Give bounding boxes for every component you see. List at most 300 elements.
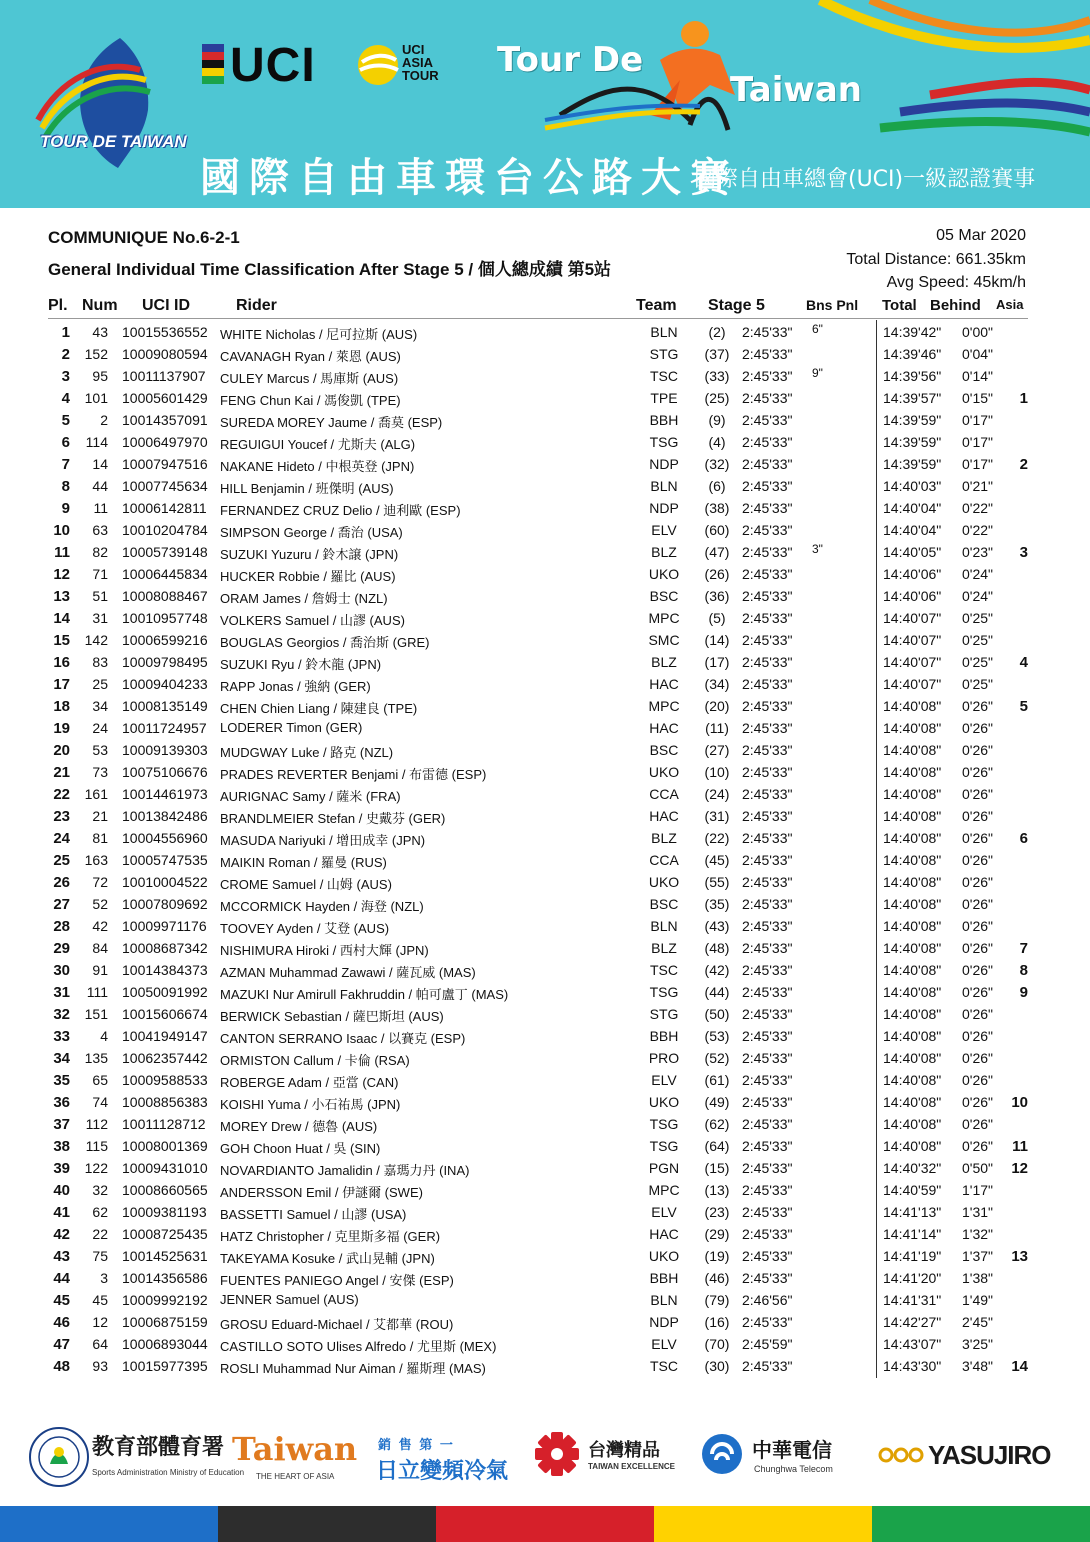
uci-id: 10004556960 xyxy=(122,830,208,846)
team-code: BLZ xyxy=(651,830,677,846)
col-pl: Pl. xyxy=(48,297,68,314)
time-behind: 0'24" xyxy=(962,588,994,604)
rider-name: FUENTES PANIEGO Angel / 安傑 (ESP) xyxy=(220,1273,454,1288)
team-code: TSG xyxy=(649,434,679,450)
stage-rank: (14) xyxy=(704,632,730,648)
table-row xyxy=(0,1201,1090,1223)
col-bonus-penalty: Bns Pnl xyxy=(806,297,859,313)
stage-time: 2:45'33" xyxy=(742,1094,793,1110)
uci-id: 10009404233 xyxy=(122,676,208,692)
rider-name: HATZ Christopher / 克里斯多福 (GER) xyxy=(220,1229,441,1244)
total-time: 14:43'30" xyxy=(883,1358,942,1374)
rider-name: SIMPSON George / 喬治 (USA) xyxy=(220,525,403,540)
table-row xyxy=(0,541,1090,563)
total-time: 14:41'31" xyxy=(883,1292,942,1308)
place: 3 xyxy=(61,368,70,385)
stage-time: 2:45'33" xyxy=(742,346,793,362)
uci-id: 10009080594 xyxy=(122,346,208,362)
stage-time: 2:45'33" xyxy=(742,1270,793,1286)
total-time: 14:40'08" xyxy=(883,786,942,802)
asia-rank: 5 xyxy=(1019,698,1028,715)
total-time: 14:40'08" xyxy=(883,1006,942,1022)
stage-rank: (31) xyxy=(704,808,730,824)
rider-name: CULEY Marcus / 馬庫斯 (AUS) xyxy=(220,371,399,386)
rider-name: NOVARDIANTO Jamalidin / 嘉瑪力丹 (INA) xyxy=(220,1163,470,1178)
time-behind: 0'26" xyxy=(962,830,994,846)
rider-name: PRADES REVERTER Benjami / 布雷德 (ESP) xyxy=(220,767,487,782)
bib-number: 101 xyxy=(84,390,108,406)
uci-id: 10014357091 xyxy=(122,412,208,428)
table-row xyxy=(0,1311,1090,1333)
stage-time: 2:45'33" xyxy=(742,478,793,494)
stage-rank: (29) xyxy=(704,1226,730,1242)
table-row xyxy=(0,1135,1090,1157)
total-time: 14:40'08" xyxy=(883,874,942,890)
team-code: BSC xyxy=(649,588,679,604)
team-code: NDP xyxy=(649,1314,679,1330)
table-row xyxy=(0,1333,1090,1355)
stage-time: 2:45'33" xyxy=(742,1116,793,1132)
stage-time: 2:45'33" xyxy=(742,786,793,802)
stage-time: 2:45'33" xyxy=(742,632,793,648)
rider-name: TOOVEY Ayden / 艾登 (AUS) xyxy=(220,921,390,936)
team-code: MPC xyxy=(648,610,680,626)
stage-time: 2:45'33" xyxy=(742,610,793,626)
place: 15 xyxy=(53,632,70,649)
place: 46 xyxy=(53,1314,70,1331)
stage-time: 2:45'33" xyxy=(742,1248,793,1264)
rider-name: ROSLI Muhammad Nur Aiman / 羅斯理 (MAS) xyxy=(220,1361,486,1376)
place: 29 xyxy=(53,940,70,957)
rider-name: TAKEYAMA Kosuke / 武山晃輔 (JPN) xyxy=(220,1251,435,1266)
stage-time: 2:45'33" xyxy=(742,984,793,1000)
stage-time: 2:45'33" xyxy=(742,1006,793,1022)
bib-number: 31 xyxy=(92,610,108,626)
rider-name: ORAM James / 詹姆士 (NZL) xyxy=(220,591,388,606)
stage-rank: (16) xyxy=(704,1314,730,1330)
total-time: 14:40'08" xyxy=(883,764,942,780)
uci-id: 10015536552 xyxy=(122,324,208,340)
team-code: UKO xyxy=(648,566,680,582)
stage-rank: (50) xyxy=(704,1006,730,1022)
yasujiro-emblem-icon xyxy=(878,1442,924,1468)
time-behind: 0'26" xyxy=(962,962,994,978)
time-behind: 0'21" xyxy=(962,478,994,494)
stage-time: 2:45'33" xyxy=(742,434,793,450)
place: 21 xyxy=(53,764,70,781)
stage-rank: (4) xyxy=(708,434,726,450)
tour-de-text: Tour De xyxy=(497,40,644,80)
asia-rank: 14 xyxy=(1011,1358,1028,1375)
team-code: STG xyxy=(649,1006,679,1022)
rider-name: LODERER Timon (GER) xyxy=(220,720,363,735)
bib-number: 75 xyxy=(92,1248,108,1264)
team-code: BLN xyxy=(650,478,678,494)
table-row xyxy=(0,431,1090,453)
stage-rank: (52) xyxy=(704,1050,730,1066)
time-behind: 1'37" xyxy=(962,1248,994,1264)
total-time: 14:41'19" xyxy=(883,1248,942,1264)
rider-name: CHEN Chien Liang / 陳建良 (TPE) xyxy=(220,701,418,716)
rider-name: NAKANE Hideto / 中根英登 (JPN) xyxy=(220,459,415,474)
team-code: HAC xyxy=(649,720,679,736)
place: 26 xyxy=(53,874,70,891)
stage-rank: (70) xyxy=(704,1336,730,1352)
team-code: BSC xyxy=(649,896,679,912)
total-time: 14:40'08" xyxy=(883,1028,942,1044)
table-row xyxy=(0,1091,1090,1113)
time-behind: 1'32" xyxy=(962,1226,994,1242)
uci-id: 10007809692 xyxy=(122,896,208,912)
time-behind: 0'25" xyxy=(962,610,994,626)
place: 28 xyxy=(53,918,70,935)
bib-number: 74 xyxy=(92,1094,108,1110)
time-behind: 0'15" xyxy=(962,390,994,406)
rider-name: RAPP Jonas / 強納 (GER) xyxy=(220,679,371,694)
stage-rank: (32) xyxy=(704,456,730,472)
uci-id: 10008725435 xyxy=(122,1226,208,1242)
asia-rank: 4 xyxy=(1019,654,1028,671)
moe-seal-icon xyxy=(28,1426,90,1488)
bib-number: 12 xyxy=(92,1314,108,1330)
uci-id: 10007745634 xyxy=(122,478,208,494)
hitachi-tagline: 銷 售 第 一 xyxy=(378,1437,455,1452)
rider-name: MASUDA Nariyuki / 增田成幸 (JPN) xyxy=(220,833,426,848)
bib-number: 112 xyxy=(85,1116,108,1132)
stage-time: 2:45'33" xyxy=(742,1226,793,1242)
total-time: 14:40'08" xyxy=(883,698,942,714)
uci-asia-tour-text xyxy=(402,43,439,82)
stage-rank: (48) xyxy=(704,940,730,956)
rider-name: SUZUKI Yuzuru / 鈴木譲 (JPN) xyxy=(220,547,399,562)
bib-number: 135 xyxy=(84,1050,108,1066)
table-row xyxy=(0,585,1090,607)
time-behind: 0'17" xyxy=(962,412,994,428)
time-behind: 0'26" xyxy=(962,896,994,912)
uci-id: 10011724957 xyxy=(122,720,207,736)
team-code: BLZ xyxy=(651,544,677,560)
col-asia: Asia xyxy=(996,297,1024,312)
stage-rank: (6) xyxy=(708,478,726,494)
time-behind: 0'17" xyxy=(962,456,994,472)
footer-color-segment xyxy=(218,1506,436,1542)
uci-id: 10006599216 xyxy=(122,632,208,648)
total-time: 14:40'05" xyxy=(883,544,942,560)
stage-time: 2:45'33" xyxy=(742,1314,793,1330)
table-row xyxy=(0,1069,1090,1091)
uci-id: 10010004522 xyxy=(122,874,208,890)
place: 18 xyxy=(53,698,70,715)
rider-name: ANDERSSON Emil / 伊謎爾 (SWE) xyxy=(220,1185,423,1200)
total-time: 14:40'04" xyxy=(883,500,942,516)
bib-number: 21 xyxy=(92,808,108,824)
total-time: 14:40'32" xyxy=(883,1160,942,1176)
table-row xyxy=(0,673,1090,695)
uci-id: 10006142811 xyxy=(122,500,207,516)
bonus-penalty: 3" xyxy=(812,542,823,556)
uci-stripes-icon xyxy=(202,44,224,84)
rider-name: KOISHI Yuma / 小石祐馬 (JPN) xyxy=(220,1097,401,1112)
table-row xyxy=(0,893,1090,915)
table-row xyxy=(0,1355,1090,1377)
team-code: BBH xyxy=(649,412,679,428)
team-code: TSG xyxy=(649,984,679,1000)
stage-time: 2:45'33" xyxy=(742,588,793,604)
team-code: UKO xyxy=(648,1248,680,1264)
footer-color-bar xyxy=(0,1506,1090,1542)
uci-id: 10011137907 xyxy=(122,368,206,384)
place: 47 xyxy=(53,1336,70,1353)
place: 11 xyxy=(54,544,70,561)
stage-time: 2:45'33" xyxy=(742,1028,793,1044)
rider-name: NISHIMURA Hiroki / 西村大輝 (JPN) xyxy=(220,943,429,958)
place: 10 xyxy=(53,522,70,539)
table-row xyxy=(0,1267,1090,1289)
place: 30 xyxy=(53,962,70,979)
stage-time: 2:45'33" xyxy=(742,368,793,384)
total-time: 14:40'08" xyxy=(883,808,942,824)
time-behind: 0'26" xyxy=(962,786,994,802)
stage-rank: (30) xyxy=(704,1358,730,1374)
total-time: 14:40'08" xyxy=(883,742,942,758)
chunghwa-telecom-english: Chunghwa Telecom xyxy=(754,1464,833,1474)
uci-id: 10009431010 xyxy=(122,1160,208,1176)
place: 25 xyxy=(53,852,70,869)
uci-id: 10008001369 xyxy=(122,1138,208,1154)
time-behind: 0'50" xyxy=(962,1160,994,1176)
stage-rank: (33) xyxy=(704,368,730,384)
total-time: 14:40'08" xyxy=(883,918,942,934)
stage-time: 2:45'33" xyxy=(742,566,793,582)
place: 19 xyxy=(53,720,70,737)
stage-time: 2:45'33" xyxy=(742,940,793,956)
stage-rank: (34) xyxy=(704,676,730,692)
stage-rank: (13) xyxy=(704,1182,730,1198)
team-code: BLN xyxy=(650,1292,678,1308)
team-code: CCA xyxy=(649,786,679,802)
stage-rank: (47) xyxy=(704,544,730,560)
stage-time: 2:46'56" xyxy=(742,1292,793,1308)
yasujiro-logo: YASUJIRO xyxy=(928,1440,1051,1470)
col-total: Total xyxy=(882,297,917,314)
place: 41 xyxy=(53,1204,70,1221)
rider-name: HUCKER Robbie / 羅比 (AUS) xyxy=(220,569,396,584)
place: 34 xyxy=(53,1050,70,1067)
team-code: HAC xyxy=(649,676,679,692)
header-divider xyxy=(48,318,1028,319)
uci-id: 10009588533 xyxy=(122,1072,208,1088)
taiwan-excellence-english: TAIWAN EXCELLENCE xyxy=(588,1462,675,1471)
time-behind: 0'23" xyxy=(962,544,994,560)
time-behind: 0'26" xyxy=(962,918,994,934)
stage-time: 2:45'33" xyxy=(742,874,793,890)
footer-color-segment xyxy=(0,1506,218,1542)
stage-rank: (79) xyxy=(704,1292,730,1308)
rider-name: WHITE Nicholas / 尼可拉斯 (AUS) xyxy=(220,327,418,342)
team-code: HAC xyxy=(649,808,679,824)
stage-rank: (23) xyxy=(704,1204,730,1220)
bib-number: 43 xyxy=(92,324,108,340)
place: 5 xyxy=(61,412,70,429)
bib-number: 163 xyxy=(84,852,108,868)
bonus-penalty: 9" xyxy=(812,366,823,380)
stage-time: 2:45'33" xyxy=(742,764,793,780)
bib-number: 95 xyxy=(92,368,108,384)
stage-time: 2:45'33" xyxy=(742,962,793,978)
team-code: BSC xyxy=(649,742,679,758)
total-time: 14:40'08" xyxy=(883,1138,942,1154)
team-code: HAC xyxy=(649,1226,679,1242)
table-row xyxy=(0,607,1090,629)
stage-time: 2:45'33" xyxy=(742,676,793,692)
uci-id: 10006893044 xyxy=(122,1336,208,1352)
stage-time: 2:45'33" xyxy=(742,390,793,406)
asia-rank: 11 xyxy=(1012,1138,1028,1155)
table-row xyxy=(0,915,1090,937)
total-time: 14:40'08" xyxy=(883,830,942,846)
stage-time: 2:45'33" xyxy=(742,896,793,912)
uci-asia-line: UCI xyxy=(402,42,425,57)
stage-rank: (24) xyxy=(704,786,730,802)
total-time: 14:41'13" xyxy=(883,1204,942,1220)
place: 22 xyxy=(53,786,70,803)
total-time: 14:40'07" xyxy=(883,610,942,626)
table-row xyxy=(0,563,1090,585)
total-time: 14:39'59" xyxy=(883,412,942,428)
stage-time: 2:45'33" xyxy=(742,1182,793,1198)
stage-rank: (2) xyxy=(708,324,726,340)
time-behind: 0'22" xyxy=(962,522,994,538)
team-code: UKO xyxy=(648,874,680,890)
bib-number: 84 xyxy=(92,940,108,956)
bib-number: 93 xyxy=(92,1358,108,1374)
col-rider: Rider xyxy=(236,297,277,314)
time-behind: 0'25" xyxy=(962,632,994,648)
team-code: BLZ xyxy=(651,940,677,956)
bib-number: 161 xyxy=(84,786,108,802)
time-behind: 0'25" xyxy=(962,676,994,692)
chunghwa-telecom-icon xyxy=(700,1432,744,1476)
team-code: UKO xyxy=(648,1094,680,1110)
stage-rank: (15) xyxy=(704,1160,730,1176)
table-row xyxy=(0,1223,1090,1245)
asia-rank: 13 xyxy=(1011,1248,1028,1265)
table-row xyxy=(0,761,1090,783)
taiwan-excellence-chinese: 台灣精品 xyxy=(588,1440,660,1461)
place: 37 xyxy=(53,1116,70,1133)
time-behind: 0'26" xyxy=(962,1094,994,1110)
uci-asia-tour-icon xyxy=(356,44,400,86)
uci-id: 10011128712 xyxy=(122,1116,206,1132)
team-code: SMC xyxy=(648,632,680,648)
rider-name: FENG Chun Kai / 馮俊凱 (TPE) xyxy=(220,393,401,408)
table-row xyxy=(0,1003,1090,1025)
moe-name-english: Sports Administration Ministry of Education xyxy=(92,1468,245,1477)
total-time: 14:43'07" xyxy=(883,1336,942,1352)
col-num: Num xyxy=(82,297,118,314)
footer-color-segment xyxy=(654,1506,872,1542)
col-uci-id: UCI ID xyxy=(142,297,190,314)
table-row xyxy=(0,321,1090,343)
race-date: 05 Mar 2020 xyxy=(936,227,1026,244)
time-behind: 0'26" xyxy=(962,1116,994,1132)
stage-time: 2:45'33" xyxy=(742,456,793,472)
place: 17 xyxy=(53,676,70,693)
rider-name: REGUIGUI Youcef / 尤斯夫 (ALG) xyxy=(220,437,416,452)
total-time: 14:39'59" xyxy=(883,434,942,450)
team-code: PGN xyxy=(648,1160,680,1176)
place: 6 xyxy=(61,434,70,451)
taiwan-tourism-tagline: THE HEART OF ASIA xyxy=(256,1472,335,1481)
bib-number: 52 xyxy=(92,896,108,912)
place: 23 xyxy=(53,808,70,825)
team-code: TPE xyxy=(650,390,678,406)
team-code: BBH xyxy=(649,1270,679,1286)
rider-name: MOREY Drew / 德魯 (AUS) xyxy=(220,1119,378,1134)
time-behind: 0'26" xyxy=(962,1072,994,1088)
stage-rank: (55) xyxy=(704,874,730,890)
stage-rank: (46) xyxy=(704,1270,730,1286)
team-code: TSC xyxy=(650,368,678,384)
uci-id: 10005601429 xyxy=(122,390,208,406)
uci-id: 10008088467 xyxy=(122,588,208,604)
uci-id: 10010957748 xyxy=(122,610,208,626)
table-row xyxy=(0,343,1090,365)
time-behind: 0'26" xyxy=(962,984,994,1000)
time-behind: 0'14" xyxy=(962,368,994,384)
stage-rank: (5) xyxy=(708,610,726,626)
uci-id: 10006875159 xyxy=(122,1314,208,1330)
uci-id: 10006497970 xyxy=(122,434,208,450)
uci-id: 10041949147 xyxy=(122,1028,208,1044)
bib-number: 25 xyxy=(92,676,108,692)
rider-name: CANTON SERRANO Isaac / 以賽克 (ESP) xyxy=(220,1031,466,1046)
bib-number: 2 xyxy=(100,412,108,428)
team-code: BLZ xyxy=(651,654,677,670)
bib-number: 34 xyxy=(92,698,108,714)
asia-rank: 12 xyxy=(1011,1160,1028,1177)
team-code: ELV xyxy=(651,1336,677,1352)
bib-number: 152 xyxy=(84,346,108,362)
table-row xyxy=(0,981,1090,1003)
stage-rank: (60) xyxy=(704,522,730,538)
rider-name: VOLKERS Samuel / 山謬 (AUS) xyxy=(220,613,405,628)
chunghwa-telecom-chinese: 中華電信 xyxy=(752,1438,832,1462)
total-time: 14:40'08" xyxy=(883,962,942,978)
table-row xyxy=(0,497,1090,519)
stage-time: 2:45'33" xyxy=(742,412,793,428)
place: 9 xyxy=(61,500,70,517)
total-time: 14:39'42" xyxy=(883,324,942,340)
stage-rank: (49) xyxy=(704,1094,730,1110)
table-row xyxy=(0,475,1090,497)
table-row xyxy=(0,937,1090,959)
rider-name: ORMISTON Callum / 卡倫 (RSA) xyxy=(220,1053,410,1068)
bib-number: 122 xyxy=(84,1160,108,1176)
uci-id: 10009798495 xyxy=(122,654,208,670)
bib-number: 62 xyxy=(92,1204,108,1220)
stage-time: 2:45'33" xyxy=(742,1204,793,1220)
time-behind: 0'26" xyxy=(962,852,994,868)
uci-id: 10062357442 xyxy=(122,1050,208,1066)
stage-rank: (20) xyxy=(704,698,730,714)
place: 20 xyxy=(53,742,70,759)
team-code: TSC xyxy=(650,962,678,978)
bib-number: 72 xyxy=(92,874,108,890)
team-code: TSG xyxy=(649,1138,679,1154)
stage-rank: (44) xyxy=(704,984,730,1000)
uci-id: 10005739148 xyxy=(122,544,208,560)
